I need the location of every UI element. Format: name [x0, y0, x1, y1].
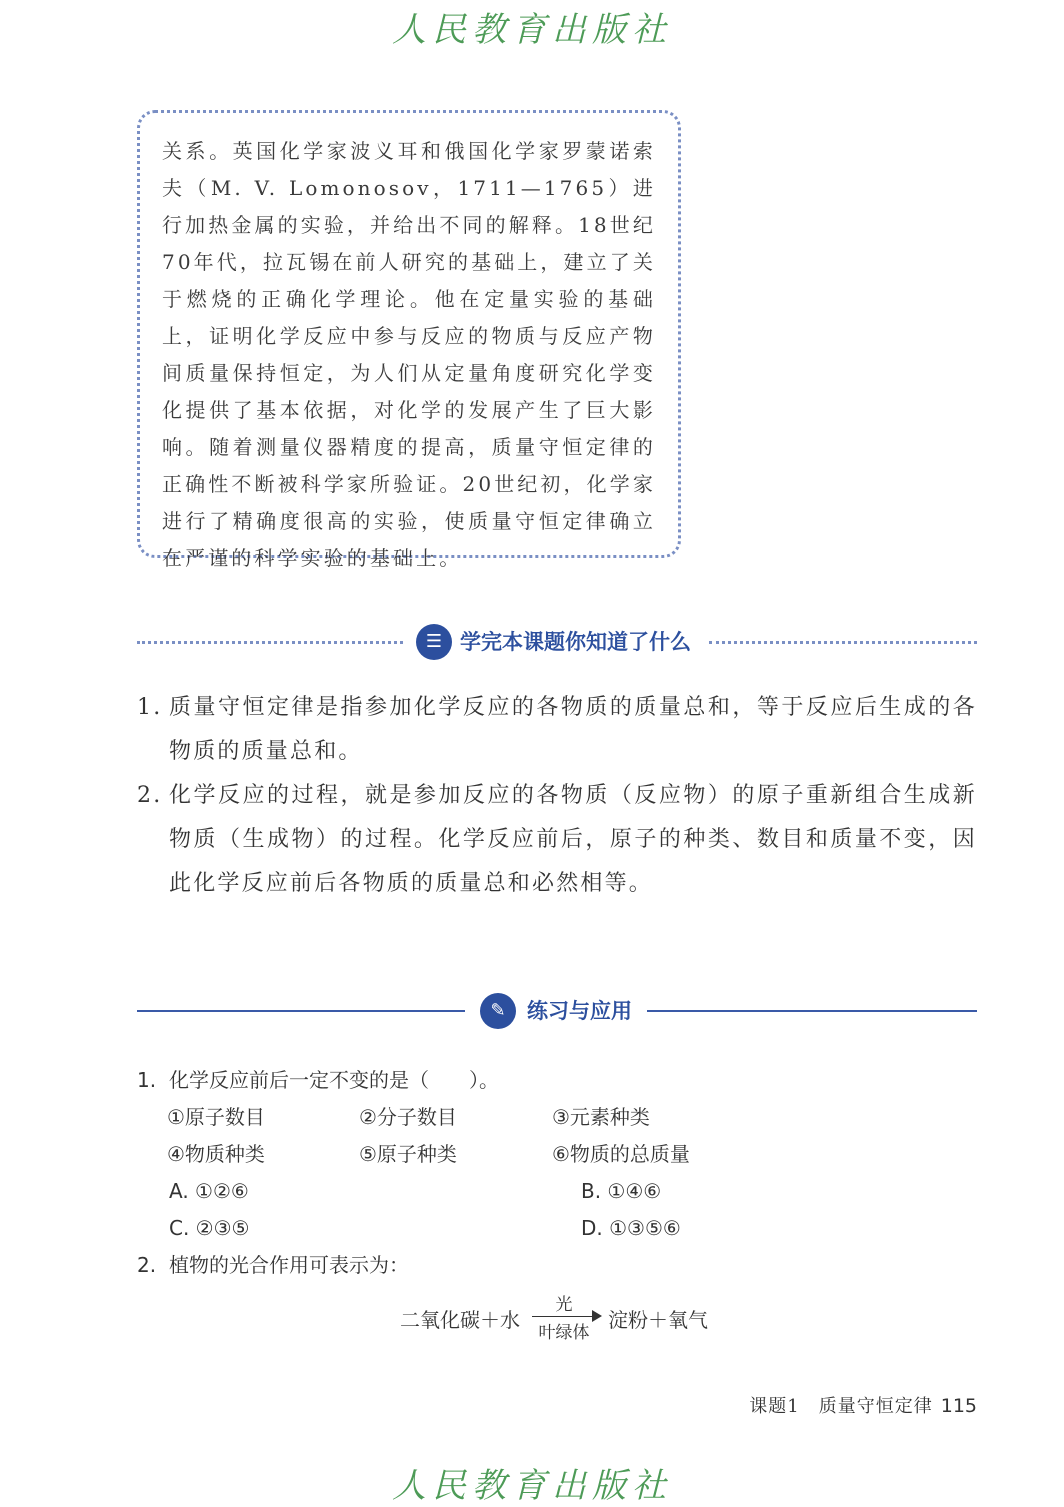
publisher-watermark-top: 人民教育出版社	[392, 10, 672, 50]
summary-icon: ☰	[416, 624, 452, 660]
choice-d: D. ①③⑤⑥	[581, 1216, 681, 1240]
summary-item-1	[137, 686, 977, 774]
question-1-choices-row-1	[137, 1173, 977, 1210]
summary-section-title: 学完本课题你知道了什么	[460, 630, 691, 654]
option-item: ②分子数目	[359, 1105, 457, 1129]
summary-list	[137, 686, 977, 906]
choice-c: C. ②③⑤	[169, 1216, 250, 1240]
question-number: 1.	[137, 1068, 157, 1092]
summary-item-number: 1.	[137, 695, 163, 720]
question-1-stem	[137, 1062, 977, 1099]
question-1-options-row-2	[137, 1136, 977, 1173]
summary-item-number: 2.	[137, 783, 163, 808]
history-note-box	[137, 110, 681, 570]
reaction-arrow	[532, 1292, 604, 1342]
page-footer	[749, 1392, 977, 1418]
equation-reactants: 二氧化碳＋水	[400, 1308, 520, 1332]
choice-a: A. ①②⑥	[169, 1179, 249, 1203]
option-item: ⑤原子种类	[359, 1142, 457, 1166]
question-text: 化学反应前后一定不变的是（ ）。	[169, 1068, 499, 1092]
option-item: ④物质种类	[167, 1142, 265, 1166]
summary-section-header	[137, 622, 977, 662]
question-number: 2.	[137, 1253, 157, 1277]
exercise-section-title: 练习与应用	[527, 999, 632, 1023]
question-2-stem	[137, 1247, 977, 1284]
summary-left-rule	[137, 641, 403, 644]
exercise-list	[137, 1062, 977, 1284]
equation-products: 淀粉＋氧气	[608, 1308, 708, 1332]
exercise-right-rule	[647, 1010, 977, 1012]
condition-chlorophyll: 叶绿体	[538, 1323, 590, 1343]
summary-item-2	[137, 774, 977, 906]
question-text: 植物的光合作用可表示为：	[169, 1253, 409, 1277]
page-number: 115	[940, 1395, 977, 1417]
chapter-title: 课题1 质量守恒定律	[749, 1396, 933, 1417]
option-item: ③元素种类	[552, 1105, 650, 1129]
summary-right-rule	[709, 641, 977, 644]
summary-item-text: 质量守恒定律是指参加化学反应的各物质的质量总和，等于反应后生成的各物质的质量总和。	[169, 695, 977, 764]
pencil-icon: ✎	[480, 993, 516, 1029]
question-1-options-row-1	[137, 1099, 977, 1136]
exercise-section-header	[137, 991, 977, 1031]
arrow-shaft	[532, 1316, 596, 1317]
option-item: ①原子数目	[167, 1105, 265, 1129]
condition-light: 光	[555, 1295, 573, 1315]
option-item: ⑥物质的总质量	[552, 1142, 690, 1166]
publisher-watermark-bottom: 人民教育出版社	[392, 1466, 672, 1506]
choice-b: B. ①④⑥	[581, 1179, 662, 1203]
question-1-choices-row-2	[137, 1210, 977, 1247]
exercise-left-rule	[137, 1010, 465, 1012]
history-note-text: 关系。英国化学家波义耳和俄国化学家罗蒙诺索夫（M. V. Lomonosov，1711—1765）进行加热金属的实验，并给出不同的解释。18世纪70年代，拉瓦锡在前人研究的基础上，建立了关于燃烧的正确化学理论。他在定量实验的基础上，证明化学反应中参与反应的物质与反应产物间质量保持恒定，为人们从定量角度研究化学变化提供了基本依据，对化学的发展产生了巨大影响。随着测量仪器精度的提高，质量守恒定律的正确性不断被科学家所验证。20世纪初，化学家进行了精确度很高的实验，使质量守恒定律确立在严谨的科学实验的基础上。	[162, 139, 656, 570]
summary-item-text: 化学反应的过程，就是参加反应的各物质（反应物）的原子重新组合生成新物质（生成物）的过程。化学反应前后，原子的种类、数目和质量不变，因此化学反应前后各物质的质量总和必然相等。	[169, 783, 977, 896]
